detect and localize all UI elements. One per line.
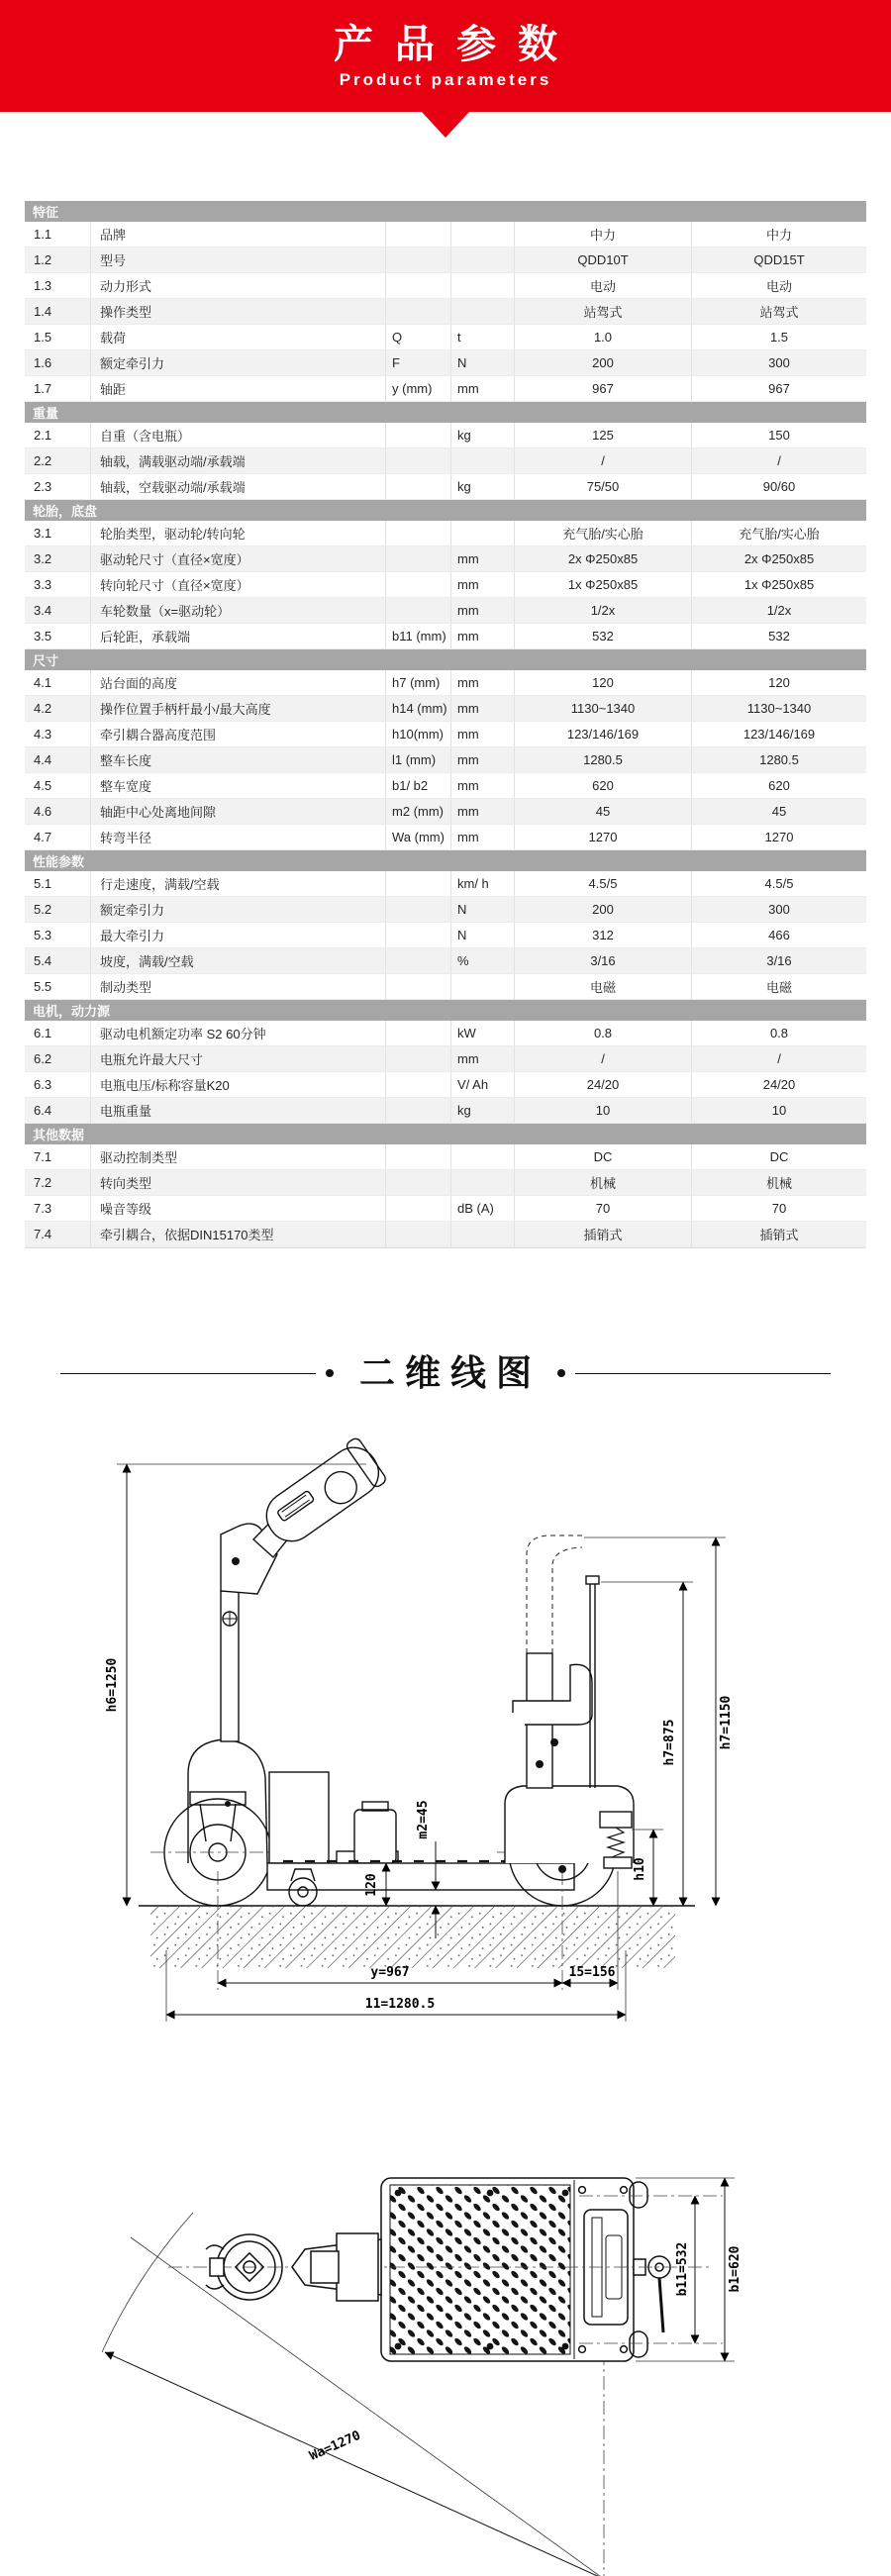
- spec-cell-value-qdd15t: 24/20: [691, 1072, 866, 1097]
- spec-cell-symbol: [385, 1170, 450, 1195]
- dim-h6-label: h6=1250: [105, 1657, 120, 1713]
- spec-cell-symbol: [385, 871, 450, 896]
- spec-row: [25, 624, 866, 649]
- spec-cell-unit: mm: [450, 722, 514, 746]
- spec-row: [25, 1046, 866, 1072]
- spec-row: [25, 825, 866, 850]
- dim-h7-pin-label: h7=875: [662, 1719, 677, 1766]
- spec-cell-symbol: h14 (mm): [385, 696, 450, 721]
- spec-cell-no: 4.4: [34, 752, 52, 767]
- spec-cell-no: 1.4: [34, 304, 52, 319]
- spec-cell-name: 操作位置手柄杆最小/最大高度: [90, 696, 385, 721]
- spec-cell-no: 1.7: [34, 381, 52, 396]
- spec-cell-name: 转向轮尺寸（直径×宽度）: [90, 572, 385, 597]
- spec-cell-symbol: [385, 474, 450, 499]
- spec-row: [25, 1021, 866, 1046]
- seat-assembly: [513, 1536, 592, 1788]
- spec-cell-no: 4.2: [34, 701, 52, 716]
- spec-cell-name: 驱动控制类型: [90, 1144, 385, 1169]
- spec-cell-value-qdd15t: 1280.5: [691, 747, 866, 772]
- dim-deck-height-label: 120: [364, 1873, 379, 1897]
- spec-cell-value-qdd15t: 1x Φ250x85: [691, 572, 866, 597]
- spec-cell-no: 1.1: [34, 227, 52, 242]
- spec-cell-symbol: [385, 598, 450, 623]
- spec-cell-value-qdd10t: 中力: [514, 222, 691, 247]
- spec-cell-unit: mm: [450, 598, 514, 623]
- section-header: [25, 201, 866, 222]
- spec-cell-value-qdd10t: 4.5/5: [514, 871, 691, 896]
- section-title: 轮胎，底盘: [33, 504, 98, 519]
- spec-cell-value-qdd10t: 1130~1340: [514, 696, 691, 721]
- spec-cell-symbol: [385, 923, 450, 947]
- spec-cell-value-qdd10t: 插销式: [514, 1222, 691, 1246]
- spec-row: [25, 871, 866, 897]
- spec-cell-value-qdd15t: 1270: [691, 825, 866, 849]
- spec-cell-symbol: h7 (mm): [385, 670, 450, 695]
- spec-row: [25, 1098, 866, 1124]
- title-rule-left: [60, 1373, 316, 1374]
- spec-cell-value-qdd10t: 1x Φ250x85: [514, 572, 691, 597]
- tractor-top-view: [168, 2178, 723, 2361]
- spec-cell-name: 整车长度: [90, 747, 385, 772]
- spec-cell-name: 驱动轮尺寸（直径×宽度）: [90, 546, 385, 571]
- spec-cell-no: 5.5: [34, 979, 52, 994]
- spec-cell-name: 后轮距，承载端: [90, 624, 385, 648]
- drawing-section-heading: 二维线图: [358, 1352, 542, 1393]
- spec-cell-unit: [450, 273, 514, 298]
- spec-cell-unit: [450, 448, 514, 473]
- spec-cell-unit: V/ Ah: [450, 1072, 514, 1097]
- spec-cell-no: 3.1: [34, 526, 52, 541]
- section-header: [25, 500, 866, 521]
- spec-cell-unit: kW: [450, 1021, 514, 1045]
- spec-cell-no: 4.1: [34, 675, 52, 690]
- spec-cell-unit: N: [450, 923, 514, 947]
- spec-cell-no: 2.1: [34, 428, 52, 443]
- section-header: [25, 850, 866, 871]
- spec-cell-value-qdd15t: 站驾式: [691, 299, 866, 324]
- spec-cell-symbol: Wa (mm): [385, 825, 450, 849]
- spec-cell-name: 站台面的高度: [90, 670, 385, 695]
- page-header: [0, 0, 891, 112]
- spec-cell-symbol: [385, 948, 450, 973]
- spec-cell-name: 动力形式: [90, 273, 385, 298]
- spec-row: [25, 572, 866, 598]
- spec-cell-symbol: F: [385, 350, 450, 375]
- spec-cell-value-qdd10t: 532: [514, 624, 691, 648]
- spec-cell-unit: km/ h: [450, 871, 514, 896]
- side-view-drawing: [40, 1416, 851, 2089]
- spec-cell-value-qdd15t: 插销式: [691, 1222, 866, 1246]
- spec-row: [25, 273, 866, 299]
- dim-b1-label: b1=620: [728, 2245, 742, 2293]
- spec-cell-unit: mm: [450, 747, 514, 772]
- spec-cell-value-qdd15t: /: [691, 448, 866, 473]
- spec-row: [25, 598, 866, 624]
- spec-cell-no: 3.3: [34, 577, 52, 592]
- spec-row: [25, 948, 866, 974]
- spec-cell-no: 7.4: [34, 1227, 52, 1241]
- spec-cell-unit: N: [450, 897, 514, 922]
- spec-row: [25, 923, 866, 948]
- spec-cell-value-qdd10t: 充气胎/实心胎: [514, 521, 691, 545]
- spec-cell-unit: mm: [450, 799, 514, 824]
- spec-cell-no: 4.5: [34, 778, 52, 793]
- spec-cell-unit: kg: [450, 1098, 514, 1123]
- spec-cell-symbol: y (mm): [385, 376, 450, 401]
- spec-row: [25, 1196, 866, 1222]
- spec-cell-value-qdd10t: DC: [514, 1144, 691, 1169]
- spec-cell-no: 2.3: [34, 479, 52, 494]
- spec-cell-name: 轴载，空载驱动端/承载端: [90, 474, 385, 499]
- spec-cell-symbol: [385, 1222, 450, 1246]
- spec-cell-name: 品牌: [90, 222, 385, 247]
- spec-cell-no: 6.4: [34, 1103, 52, 1118]
- spec-row: [25, 1144, 866, 1170]
- spec-row: [25, 1222, 866, 1247]
- top-view-figure: [40, 2119, 851, 2576]
- spec-cell-value-qdd15t: 1.5: [691, 325, 866, 349]
- spec-cell-name: 电瓶允许最大尺寸: [90, 1046, 385, 1071]
- spec-cell-value-qdd10t: 3/16: [514, 948, 691, 973]
- spec-cell-value-qdd15t: 300: [691, 897, 866, 922]
- spec-cell-name: 最大牵引力: [90, 923, 385, 947]
- spec-cell-symbol: [385, 423, 450, 447]
- spec-cell-no: 1.3: [34, 278, 52, 293]
- spec-cell-value-qdd15t: QDD15T: [691, 248, 866, 272]
- dim-h10-label: h10: [633, 1857, 647, 1881]
- section-title: 特征: [33, 205, 59, 220]
- spec-cell-unit: mm: [450, 1046, 514, 1071]
- section-title: 其他数据: [33, 1128, 85, 1142]
- spec-cell-value-qdd10t: 1/2x: [514, 598, 691, 623]
- section-title: 性能参数: [33, 854, 85, 869]
- spec-cell-name: 行走速度，满载/空载: [90, 871, 385, 896]
- spec-cell-value-qdd10t: 1280.5: [514, 747, 691, 772]
- spec-cell-no: 5.2: [34, 902, 52, 917]
- spec-cell-value-qdd15t: 0.8: [691, 1021, 866, 1045]
- spec-cell-unit: [450, 1144, 514, 1169]
- spec-cell-value-qdd10t: 45: [514, 799, 691, 824]
- spec-cell-name: 整车宽度: [90, 773, 385, 798]
- spec-cell-symbol: [385, 546, 450, 571]
- title-dot-right: [557, 1369, 565, 1377]
- tractor-side-view: [150, 1436, 634, 1906]
- spec-cell-value-qdd10t: 125: [514, 423, 691, 447]
- spec-cell-value-qdd15t: 90/60: [691, 474, 866, 499]
- spec-cell-value-qdd15t: 70: [691, 1196, 866, 1221]
- spec-cell-no: 6.2: [34, 1051, 52, 1066]
- spec-cell-name: 自重（含电瓶）: [90, 423, 385, 447]
- spec-cell-value-qdd15t: 150: [691, 423, 866, 447]
- spec-cell-unit: mm: [450, 572, 514, 597]
- section-title: 尺寸: [33, 653, 59, 668]
- title-rule-right: [575, 1373, 831, 1374]
- spec-cell-name: 轴距: [90, 376, 385, 401]
- section-header: [25, 402, 866, 423]
- spec-cell-value-qdd10t: 站驾式: [514, 299, 691, 324]
- spec-row: [25, 248, 866, 273]
- spec-row: [25, 474, 866, 500]
- spec-cell-value-qdd15t: 120: [691, 670, 866, 695]
- spec-cell-value-qdd10t: 1.0: [514, 325, 691, 349]
- spec-cell-name: 电瓶电压/标称容量K20: [90, 1072, 385, 1097]
- spec-row: [25, 1170, 866, 1196]
- spec-cell-name: 电瓶重量: [90, 1098, 385, 1123]
- spec-cell-unit: [450, 299, 514, 324]
- spec-cell-value-qdd15t: 532: [691, 624, 866, 648]
- spec-cell-value-qdd15t: 1130~1340: [691, 696, 866, 721]
- spec-cell-symbol: [385, 572, 450, 597]
- spec-row: [25, 799, 866, 825]
- spec-cell-symbol: [385, 521, 450, 545]
- spec-cell-value-qdd10t: 70: [514, 1196, 691, 1221]
- spec-cell-value-qdd10t: 123/146/169: [514, 722, 691, 746]
- spec-cell-value-qdd10t: 620: [514, 773, 691, 798]
- spec-cell-name: 坡度，满载/空载: [90, 948, 385, 973]
- spec-cell-value-qdd10t: 1270: [514, 825, 691, 849]
- spec-cell-value-qdd10t: 200: [514, 350, 691, 375]
- spec-cell-symbol: [385, 1072, 450, 1097]
- spec-cell-value-qdd15t: 中力: [691, 222, 866, 247]
- spec-cell-symbol: Q: [385, 325, 450, 349]
- spec-cell-value-qdd15t: 300: [691, 350, 866, 375]
- spec-cell-no: 1.5: [34, 330, 52, 345]
- dim-b11-label: b11=532: [675, 2241, 690, 2297]
- spec-cell-unit: [450, 222, 514, 247]
- spec-cell-name: 牵引耦合，依据DIN15170类型: [90, 1222, 385, 1246]
- ground-hatch: [139, 1906, 695, 1968]
- spec-cell-no: 6.3: [34, 1077, 52, 1092]
- spec-cell-symbol: [385, 273, 450, 298]
- spec-cell-value-qdd10t: 24/20: [514, 1072, 691, 1097]
- spec-cell-name: 车轮数量（x=驱动轮）: [90, 598, 385, 623]
- spec-cell-unit: [450, 1170, 514, 1195]
- spec-cell-unit: mm: [450, 624, 514, 648]
- spec-cell-value-qdd15t: 1/2x: [691, 598, 866, 623]
- spec-cell-value-qdd10t: QDD10T: [514, 248, 691, 272]
- spec-cell-symbol: [385, 974, 450, 999]
- spec-cell-unit: kg: [450, 423, 514, 447]
- spec-cell-symbol: [385, 299, 450, 324]
- spec-cell-unit: %: [450, 948, 514, 973]
- spec-cell-value-qdd15t: 45: [691, 799, 866, 824]
- spec-cell-no: 6.1: [34, 1026, 52, 1040]
- spec-cell-name: 操作类型: [90, 299, 385, 324]
- spec-cell-name: 载荷: [90, 325, 385, 349]
- spec-cell-no: 7.3: [34, 1201, 52, 1216]
- spec-cell-no: 5.3: [34, 928, 52, 942]
- spec-cell-value-qdd15t: 充气胎/实心胎: [691, 521, 866, 545]
- spec-cell-no: 5.4: [34, 953, 52, 968]
- spec-cell-symbol: [385, 1046, 450, 1071]
- spec-cell-unit: mm: [450, 825, 514, 849]
- spec-row: [25, 325, 866, 350]
- spec-cell-no: 3.2: [34, 551, 52, 566]
- section-header: [25, 1124, 866, 1144]
- spec-cell-value-qdd15t: 机械: [691, 1170, 866, 1195]
- spec-cell-unit: mm: [450, 773, 514, 798]
- title-dot-left: [326, 1369, 334, 1377]
- spec-cell-unit: [450, 974, 514, 999]
- spec-row: [25, 376, 866, 402]
- spec-row: [25, 897, 866, 923]
- spec-cell-symbol: [385, 1098, 450, 1123]
- dim-m2-label: m2=45: [416, 1800, 431, 1839]
- spec-row: [25, 696, 866, 722]
- spec-row: [25, 299, 866, 325]
- spec-row: [25, 448, 866, 474]
- spec-cell-no: 4.6: [34, 804, 52, 819]
- spec-cell-name: 额定牵引力: [90, 897, 385, 922]
- spec-row: [25, 722, 866, 747]
- spec-cell-no: 4.7: [34, 830, 52, 844]
- spec-cell-no: 5.1: [34, 876, 52, 891]
- side-view-figure: [40, 1416, 851, 2094]
- spec-cell-unit: mm: [450, 670, 514, 695]
- spec-cell-value-qdd15t: /: [691, 1046, 866, 1071]
- spec-cell-symbol: [385, 222, 450, 247]
- spec-row: [25, 423, 866, 448]
- spec-cell-symbol: [385, 1144, 450, 1169]
- spec-cell-symbol: l1 (mm): [385, 747, 450, 772]
- spec-cell-unit: N: [450, 350, 514, 375]
- spec-cell-value-qdd10t: 200: [514, 897, 691, 922]
- spec-cell-value-qdd10t: /: [514, 448, 691, 473]
- spec-cell-symbol: b11 (mm): [385, 624, 450, 648]
- spec-row: [25, 747, 866, 773]
- spec-cell-value-qdd15t: 电磁: [691, 974, 866, 999]
- section-header: [25, 649, 866, 670]
- spec-cell-name: 额定牵引力: [90, 350, 385, 375]
- spec-cell-symbol: [385, 1021, 450, 1045]
- section-header: [25, 1000, 866, 1021]
- top-view-drawing: [40, 2119, 851, 2576]
- spec-cell-value-qdd10t: 机械: [514, 1170, 691, 1195]
- spec-cell-unit: mm: [450, 546, 514, 571]
- spec-row: [25, 521, 866, 546]
- spec-cell-name: 轴载，满载驱动端/承载端: [90, 448, 385, 473]
- spec-row: [25, 974, 866, 1000]
- spec-cell-value-qdd15t: DC: [691, 1144, 866, 1169]
- spec-cell-no: 2.2: [34, 453, 52, 468]
- drawing-section-title: [0, 1338, 891, 1408]
- spec-cell-value-qdd15t: 2x Φ250x85: [691, 546, 866, 571]
- dim-wa-label: Wa=1270: [307, 2427, 363, 2464]
- dim-rear-overhang-label: 15=156: [568, 1965, 616, 1980]
- spec-cell-value-qdd15t: 10: [691, 1098, 866, 1123]
- spec-cell-name: 轮胎类型，驱动轮/转向轮: [90, 521, 385, 545]
- spec-cell-name: 牵引耦合器高度范围: [90, 722, 385, 746]
- spec-cell-symbol: b1/ b2: [385, 773, 450, 798]
- spec-cell-value-qdd15t: 466: [691, 923, 866, 947]
- spec-cell-no: 4.3: [34, 727, 52, 742]
- spec-cell-name: 转弯半径: [90, 825, 385, 849]
- spec-cell-value-qdd10t: 120: [514, 670, 691, 695]
- dim-wheelbase-label: y=967: [370, 1965, 410, 1980]
- spec-cell-symbol: [385, 897, 450, 922]
- dim-h7-seat-label: h7=1150: [719, 1695, 734, 1750]
- section-title: 电机，动力源: [33, 1004, 111, 1019]
- spec-cell-value-qdd10t: 电动: [514, 273, 691, 298]
- spec-cell-name: 轴距中心处离地间隙: [90, 799, 385, 824]
- tiller-top: [206, 2233, 381, 2301]
- tiller-head: [255, 1436, 388, 1551]
- spec-cell-value-qdd15t: 4.5/5: [691, 871, 866, 896]
- spec-cell-no: 3.5: [34, 629, 52, 644]
- spec-cell-value-qdd15t: 3/16: [691, 948, 866, 973]
- top-view-dimensions: [636, 2178, 742, 2361]
- spec-cell-no: 7.1: [34, 1149, 52, 1164]
- tow-pin-top: [634, 2256, 670, 2332]
- spec-cell-value-qdd10t: 0.8: [514, 1021, 691, 1045]
- spec-cell-unit: [450, 248, 514, 272]
- spec-cell-unit: [450, 1222, 514, 1246]
- spec-cell-unit: dB (A): [450, 1196, 514, 1221]
- spec-cell-value-qdd10t: 312: [514, 923, 691, 947]
- spec-cell-symbol: [385, 1196, 450, 1221]
- section-title: 重量: [33, 406, 59, 421]
- spec-cell-name: 驱动电机额定功率 S2 60分钟: [90, 1021, 385, 1045]
- dim-overall-length-label: 11=1280.5: [364, 1997, 436, 2012]
- spec-cell-value-qdd10t: 电磁: [514, 974, 691, 999]
- spec-cell-no: 3.4: [34, 603, 52, 618]
- spec-cell-symbol: [385, 248, 450, 272]
- spec-cell-value-qdd10t: /: [514, 1046, 691, 1071]
- spec-cell-symbol: m2 (mm): [385, 799, 450, 824]
- spec-row: [25, 222, 866, 248]
- spec-cell-unit: t: [450, 325, 514, 349]
- spec-cell-name: 噪音等级: [90, 1196, 385, 1221]
- spec-cell-unit: [450, 521, 514, 545]
- spec-cell-unit: kg: [450, 474, 514, 499]
- spec-cell-symbol: [385, 448, 450, 473]
- spec-cell-no: 1.6: [34, 355, 52, 370]
- spec-row: [25, 773, 866, 799]
- spec-cell-symbol: h10(mm): [385, 722, 450, 746]
- banner-triangle-icon: [422, 112, 469, 138]
- spec-cell-unit: mm: [450, 696, 514, 721]
- spec-row: [25, 1072, 866, 1098]
- spec-cell-value-qdd15t: 123/146/169: [691, 722, 866, 746]
- spec-row: [25, 546, 866, 572]
- page-subtitle: Product parameters: [339, 69, 552, 89]
- spec-cell-value-qdd15t: 电动: [691, 273, 866, 298]
- spec-cell-value-qdd10t: 2x Φ250x85: [514, 546, 691, 571]
- spec-row: [25, 350, 866, 376]
- spec-cell-value-qdd15t: 620: [691, 773, 866, 798]
- spec-cell-value-qdd10t: 10: [514, 1098, 691, 1123]
- spec-table: [25, 201, 866, 1248]
- spec-cell-value-qdd15t: 967: [691, 376, 866, 401]
- spec-cell-value-qdd10t: 967: [514, 376, 691, 401]
- spec-cell-name: 转向类型: [90, 1170, 385, 1195]
- spec-cell-unit: mm: [450, 376, 514, 401]
- spec-row: [25, 670, 866, 696]
- spec-cell-no: 7.2: [34, 1175, 52, 1190]
- spec-cell-name: 型号: [90, 248, 385, 272]
- spec-cell-no: 1.2: [34, 252, 52, 267]
- spec-cell-value-qdd10t: 75/50: [514, 474, 691, 499]
- page-title: 产品参数: [334, 22, 579, 66]
- spec-cell-name: 制动类型: [90, 974, 385, 999]
